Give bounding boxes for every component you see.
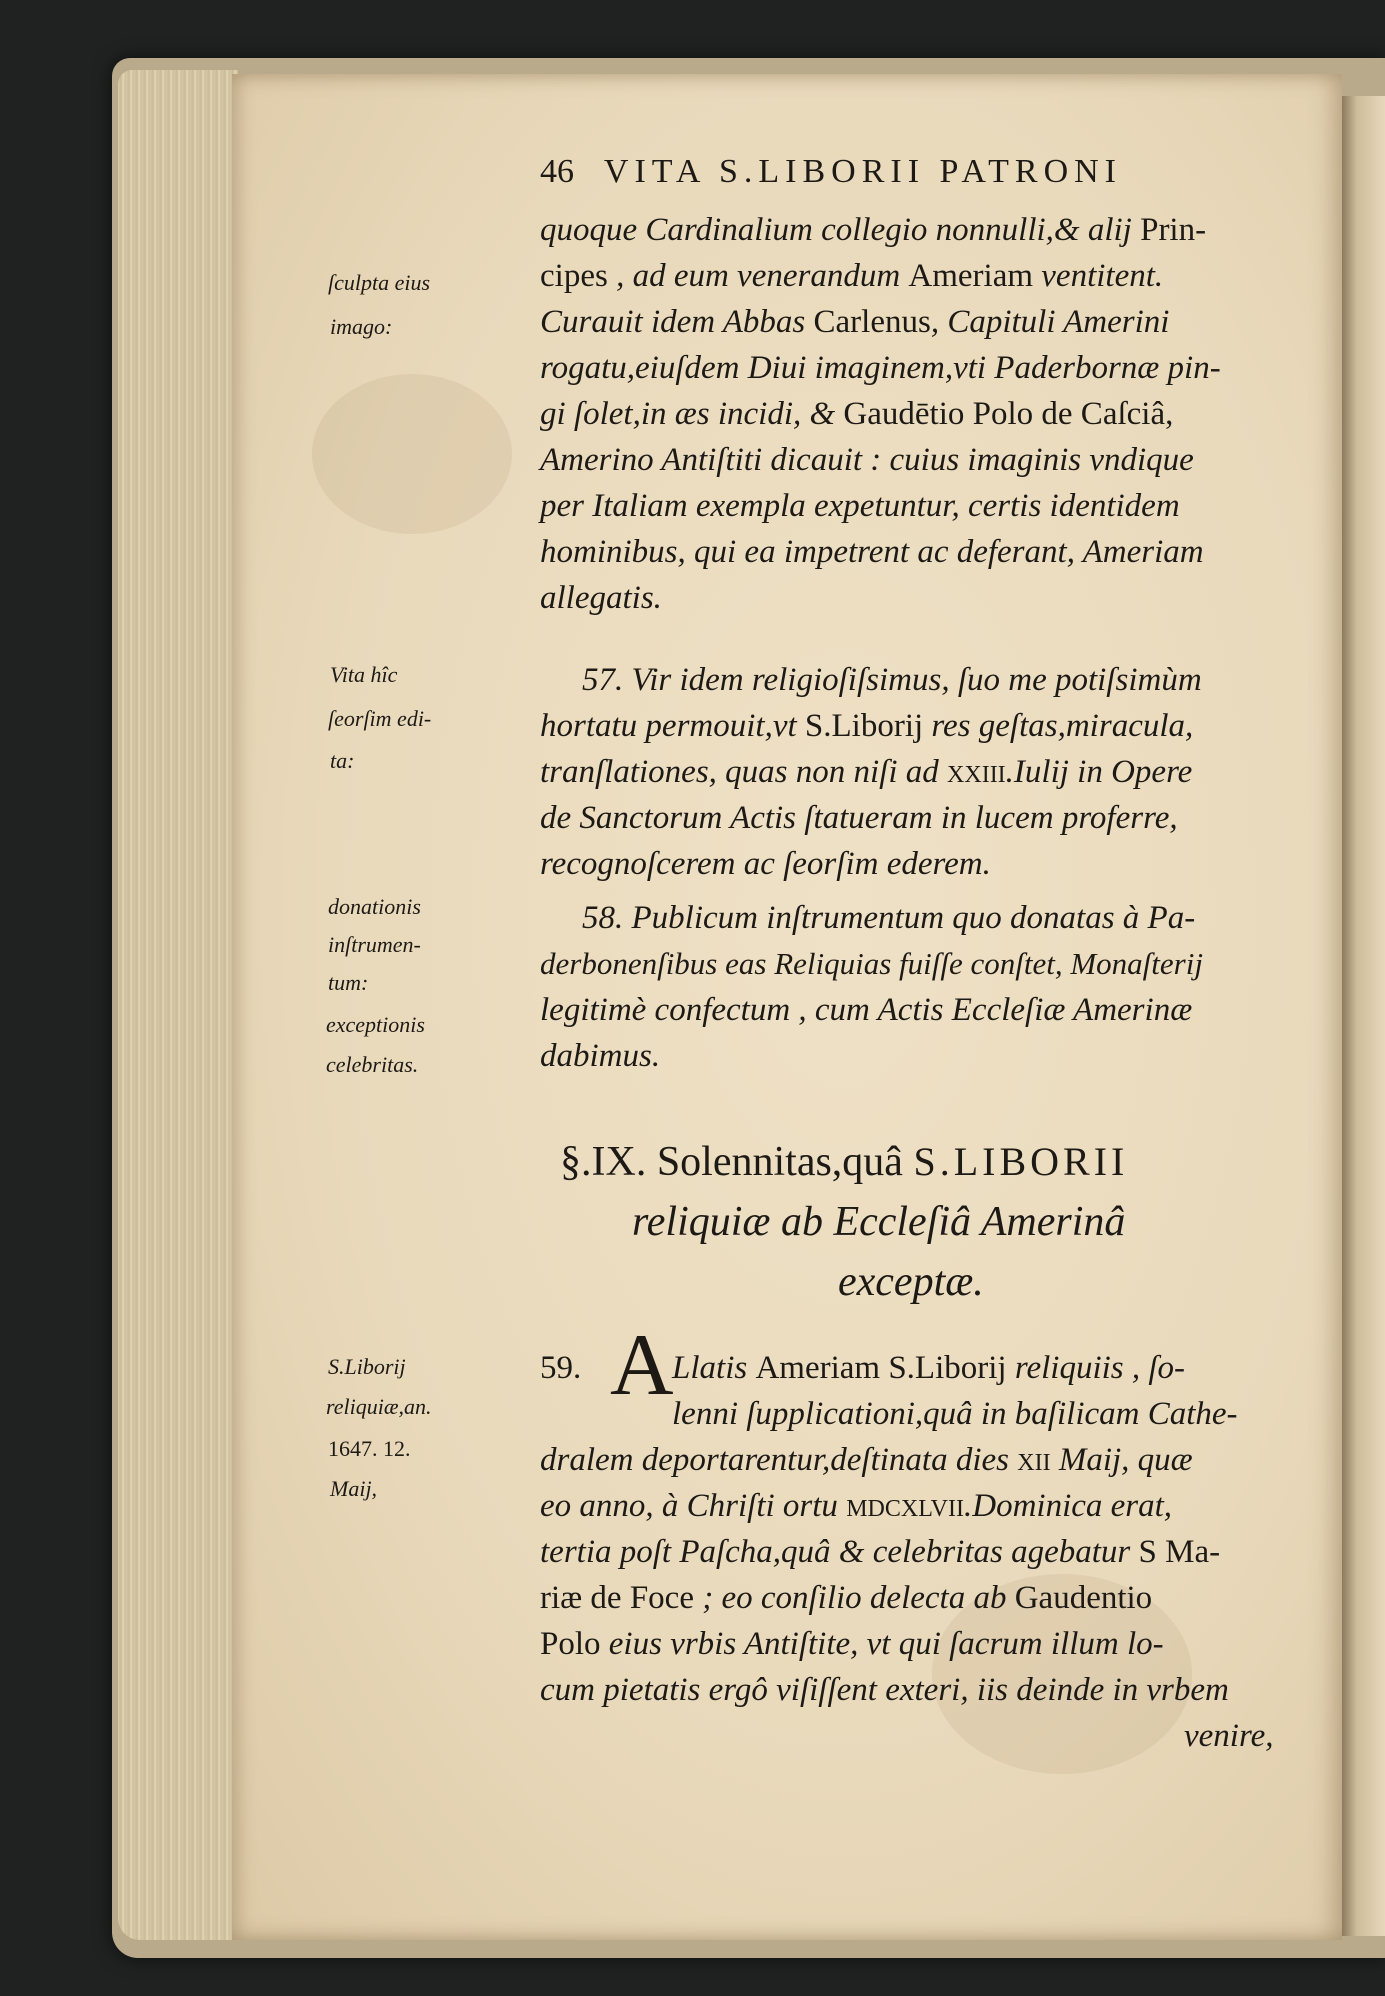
margin-note: tum: bbox=[328, 970, 369, 995]
section-heading-line: exceptæ. bbox=[838, 1259, 984, 1305]
text-line: Amerino Antiſtiti dicauit : cuius imaginis vndique bbox=[540, 442, 1194, 478]
facing-page-edge bbox=[1342, 96, 1385, 1936]
margin-note: donationis bbox=[328, 894, 421, 919]
margin-note: imago: bbox=[330, 314, 393, 339]
paragraph-number: 59. bbox=[540, 1350, 582, 1386]
text-line: riæ de Foce ; eo conſilio delecta ab Gaudentio bbox=[540, 1580, 1153, 1616]
text-line: quoque Cardinalium collegio nonnulli,& alij Prin- bbox=[540, 212, 1207, 248]
margin-note: inſtrumen- bbox=[328, 932, 421, 957]
text-line: Llatis Ameriam S.Liborij reliquiis , ſo- bbox=[672, 1350, 1186, 1386]
text-line: de Sanctorum Actis ſtatueram in lucem proferre, bbox=[540, 800, 1178, 836]
text-line: dabimus. bbox=[540, 1038, 661, 1074]
margin-note: ta: bbox=[330, 748, 355, 773]
text-line: rogatu,eiuſdem Diui imaginem,vti Paderbornæ pin- bbox=[540, 350, 1221, 386]
page-number: 46 bbox=[540, 153, 574, 190]
margin-note: reliquiæ,an. bbox=[326, 1394, 432, 1419]
text-line: cum pietatis ergô viſiſſent exteri, iis deinde in vrbem bbox=[540, 1672, 1229, 1708]
section-heading: §.IX. Solennitas,quâ S.LIBORII bbox=[560, 1139, 1129, 1185]
text-line: per Italiam exempla expetuntur, certis identidem bbox=[540, 488, 1180, 524]
margin-note: Vita hîc bbox=[330, 662, 398, 687]
margin-note: 1647. 12. bbox=[328, 1436, 411, 1461]
drop-cap: A bbox=[610, 1317, 674, 1414]
text-line: 57. Vir idem religioſiſsimus, ſuo me potiſsimùm bbox=[582, 662, 1202, 698]
margin-note: ſeorſim edi- bbox=[328, 706, 432, 731]
text-line: 58. Publicum inſtrumentum quo donatas à Pa- bbox=[582, 900, 1196, 936]
catchword: venire, bbox=[1184, 1718, 1274, 1754]
text-line: tranſlationes, quas non niſi ad XXIII.Iulij in Opere bbox=[540, 754, 1193, 790]
text-line: tertia poſt Paſcha,quâ & celebritas agebatur S Ma- bbox=[540, 1534, 1221, 1570]
text-line: dralem deportarentur,deſtinata dies XII Maij, quæ bbox=[540, 1442, 1193, 1478]
margin-note: exceptionis bbox=[326, 1012, 425, 1037]
text-line: legitimè confectum , cum Actis Eccleſiæ Amerinæ bbox=[540, 992, 1193, 1028]
text-line: gi ſolet,in æs incidi, & Gaudētio Polo de Caſciâ, bbox=[540, 396, 1174, 432]
text-line: cipes , ad eum venerandum Ameriam ventitent. bbox=[540, 258, 1164, 294]
margin-note: ſculpta eius bbox=[328, 270, 431, 295]
page-edges bbox=[118, 70, 238, 1940]
text-line: derbonenſibus eas Reliquias fuiſſe conſtet, Monaſterij bbox=[540, 946, 1203, 981]
text-line: Polo eius vrbis Antiſtite, vt qui ſacrum illum lo- bbox=[540, 1626, 1164, 1662]
running-title: VITA S.LIBORII PATRONI bbox=[603, 153, 1122, 190]
running-head bbox=[540, 150, 1122, 194]
margin-note: Maij, bbox=[330, 1476, 378, 1501]
text-line: Curauit idem Abbas Carlenus, Capituli Amerini bbox=[540, 304, 1170, 340]
text-line: eo anno, à Chriſti ortu MDCXLVII.Dominica erat, bbox=[540, 1488, 1173, 1524]
text-line: lenni ſupplicationi,quâ in baſilicam Cathe- bbox=[672, 1396, 1238, 1432]
paper-stain bbox=[312, 374, 512, 534]
text-line: allegatis. bbox=[540, 580, 662, 616]
section-heading-line: reliquiæ ab Eccleſiâ Amerinâ bbox=[632, 1199, 1126, 1245]
text-line: hortatu permouit,vt S.Liborij res geſtas,miracula, bbox=[540, 708, 1194, 744]
margin-note: S.Liborij bbox=[328, 1354, 406, 1379]
text-line: hominibus, qui ea impetrent ac deferant, Ameriam bbox=[540, 534, 1204, 570]
text-line: recognoſcerem ac ſeorſim ederem. bbox=[540, 846, 991, 882]
margin-note: celebritas. bbox=[326, 1052, 419, 1077]
